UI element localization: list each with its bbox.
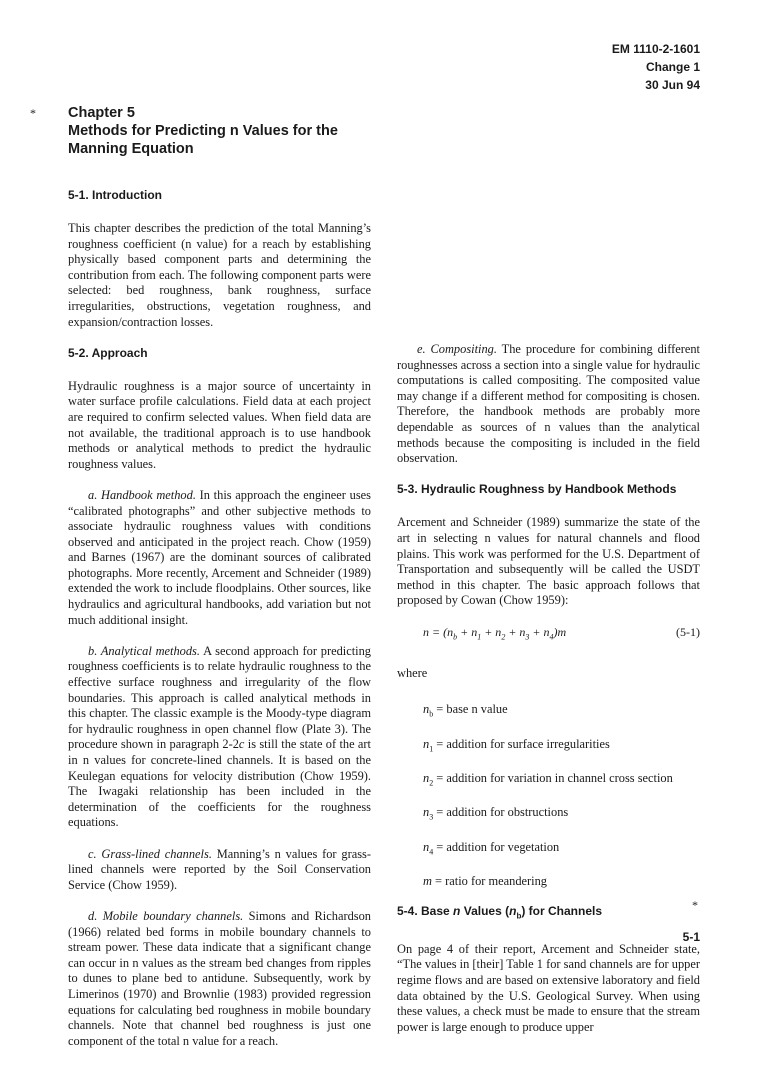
chapter-number: Chapter 5	[68, 105, 135, 121]
paragraph-b-text-1: A second approach for predicting roughness coefficients is to relate hydraulic roughness to the effective surface roughness and irregularity of the flow boundaries. This approach is called analytical methods in this chapter. The classic example is the Moody-type diagram for hydraulic roughness in open channel flow (Plate 3). The procedure shown in paragraph 2-2	[68, 643, 371, 752]
paragraph-d	[68, 909, 371, 1049]
paragraph-c-label: c. Grass-lined channels.	[88, 846, 212, 861]
change-marker-bottom: *	[692, 898, 698, 912]
where-label: where	[397, 666, 428, 681]
section-heading-5-4: 5-4. Base n Values $(n_b)$ for Channels	[397, 904, 602, 921]
paragraph-b-label: b. Analytical methods.	[88, 643, 200, 658]
intro-paragraph: This chapter describes the prediction of the total Manning’s roughness coefficient (n value) for a reach by establishing physically based component parts and determining the contribution from each. The following component parts were selected: bed roughness, bank roughness, surface irregularities, obstructions, vegetation roughness, and expansion/contraction losses.	[68, 221, 371, 329]
paragraph-c-text: Manning’s n values for grass-lined channels were reported by the Soil Conservation Service (Chow 1959).	[68, 846, 371, 892]
section-heading-5-1: 5-1. Introduction	[68, 188, 162, 202]
paragraph-b	[68, 644, 371, 831]
doc-id: EM 1110-2-1601	[611, 42, 700, 56]
paragraph-b-text-2: is still the state of the art in n values for concrete-lined channels. It is based on the Keulegan equations for velocity distribution (Chow 1959). The Iwagaki relationship has been included in the determination of the coefficients for the roughness equations.	[68, 737, 371, 830]
definition-item: $n_4$ = addition for vegetation	[423, 839, 560, 857]
paragraph-c	[68, 847, 371, 894]
equation-5-1	[397, 625, 700, 645]
section-heading-5-3: 5-3. Hydraulic Roughness by Handbook Methods	[397, 482, 677, 497]
handbook-paragraph: Arcement and Schneider (1989) summarize the state of the art in selecting n values for natural channels and flood plains. This work was performed for the U.S. Department of Transportation and subsequently will be called the USDT method in this chapter. The basic approach follows that proposed by Cowan (Chow 1959):	[397, 515, 700, 608]
paragraph-b-ref: c	[238, 737, 245, 752]
paragraph-a-text: In this approach the engineer uses “calibrated photographs” and other subjective methods to associate hydraulic roughness values with conditions observed and anticipated in the project reach. Chow (1959) and Barnes (1967) are the dominant sources of calibrated photographs. More recently, Arcement and Schneider (1989) extended the work to include floodplains. Other sources, like hydraulics and agricultural handbooks, add variation but not much additional insight.	[68, 487, 371, 627]
paragraph-d-label: d. Mobile boundary channels.	[88, 908, 244, 923]
change-number: Change 1	[645, 60, 700, 74]
paragraph-e-text: The procedure for combining different roughnesses across a section into a single value for hydraulic computations is called compositing. The composited value may change if a different method for compositing is chosen. Therefore, the handbook methods are probably more dependable as sources of n values than the analytical methods because the compositing is included in the field observation.	[397, 342, 700, 466]
paragraph-a	[68, 488, 371, 628]
paragraph-e	[397, 342, 700, 467]
page-header	[612, 40, 700, 94]
definition-item: $n_2$ = addition for variation in channel cross section	[423, 771, 673, 788]
definition-list	[397, 702, 700, 889]
page-number: 5-1	[682, 930, 700, 944]
paragraph-a-label: a. Handbook method.	[88, 487, 196, 502]
continued-text-spacer	[397, 104, 700, 342]
equation-number: (5-1)	[676, 624, 700, 639]
definition-item: $n_1$ = addition for surface irregularities	[423, 736, 610, 754]
base-n-paragraph: On page 4 of their report, Arcement and Schneider state, “The values in [their] Table 1 for sand channels are for upper regime flows and are based on extensive laboratory and field data obtained by the U.S. Geological Survey. When using these values, a check must be made to ensure that the stream power is large enough to produce upper	[397, 941, 700, 1034]
approach-paragraph: Hydraulic roughness is a major source of uncertainty in water surface profile calculations. Field data at each project are required to confirm selected values. When field data are not available, the traditional approach is to use handbook methods or analytical methods to predict the hydraulic roughness values.	[68, 378, 371, 471]
section-heading-5-2: 5-2. Approach	[68, 345, 148, 360]
paragraph-d-text: Simons and Richardson (1966) related bed forms in mobile boundary channels to stream power. These data indicate that a significant change can occur in n values as the stream bed changes from ripples to dunes to plane bed to antidune. Subsequently, work by Limerinos (1970) and Brownlie (1983) provided regression equations for calculating bed roughness in mobile boundary channels. Note that channel bed roughness is just one component of the total n value for a reach.	[68, 908, 371, 1048]
equation-body: $n = (n_b + n_1 + n_2 + n_3 + n_4)m$	[423, 624, 567, 641]
chapter-name: Methods for Predicting n Values for the Manning Equation	[68, 123, 338, 157]
definition-item: $n_b$ = base n value	[423, 702, 508, 719]
definition-item: m = ratio for meandering	[423, 874, 547, 889]
paragraph-e-label: e. Compositing.	[417, 342, 497, 356]
doc-date: 30 Jun 94	[645, 78, 700, 92]
right-column	[397, 104, 700, 1051]
chapter-title	[68, 104, 371, 158]
left-column	[68, 104, 371, 1065]
definition-item: $n_3$ = addition for obstructions	[423, 805, 569, 822]
change-marker-top: *	[30, 106, 36, 120]
